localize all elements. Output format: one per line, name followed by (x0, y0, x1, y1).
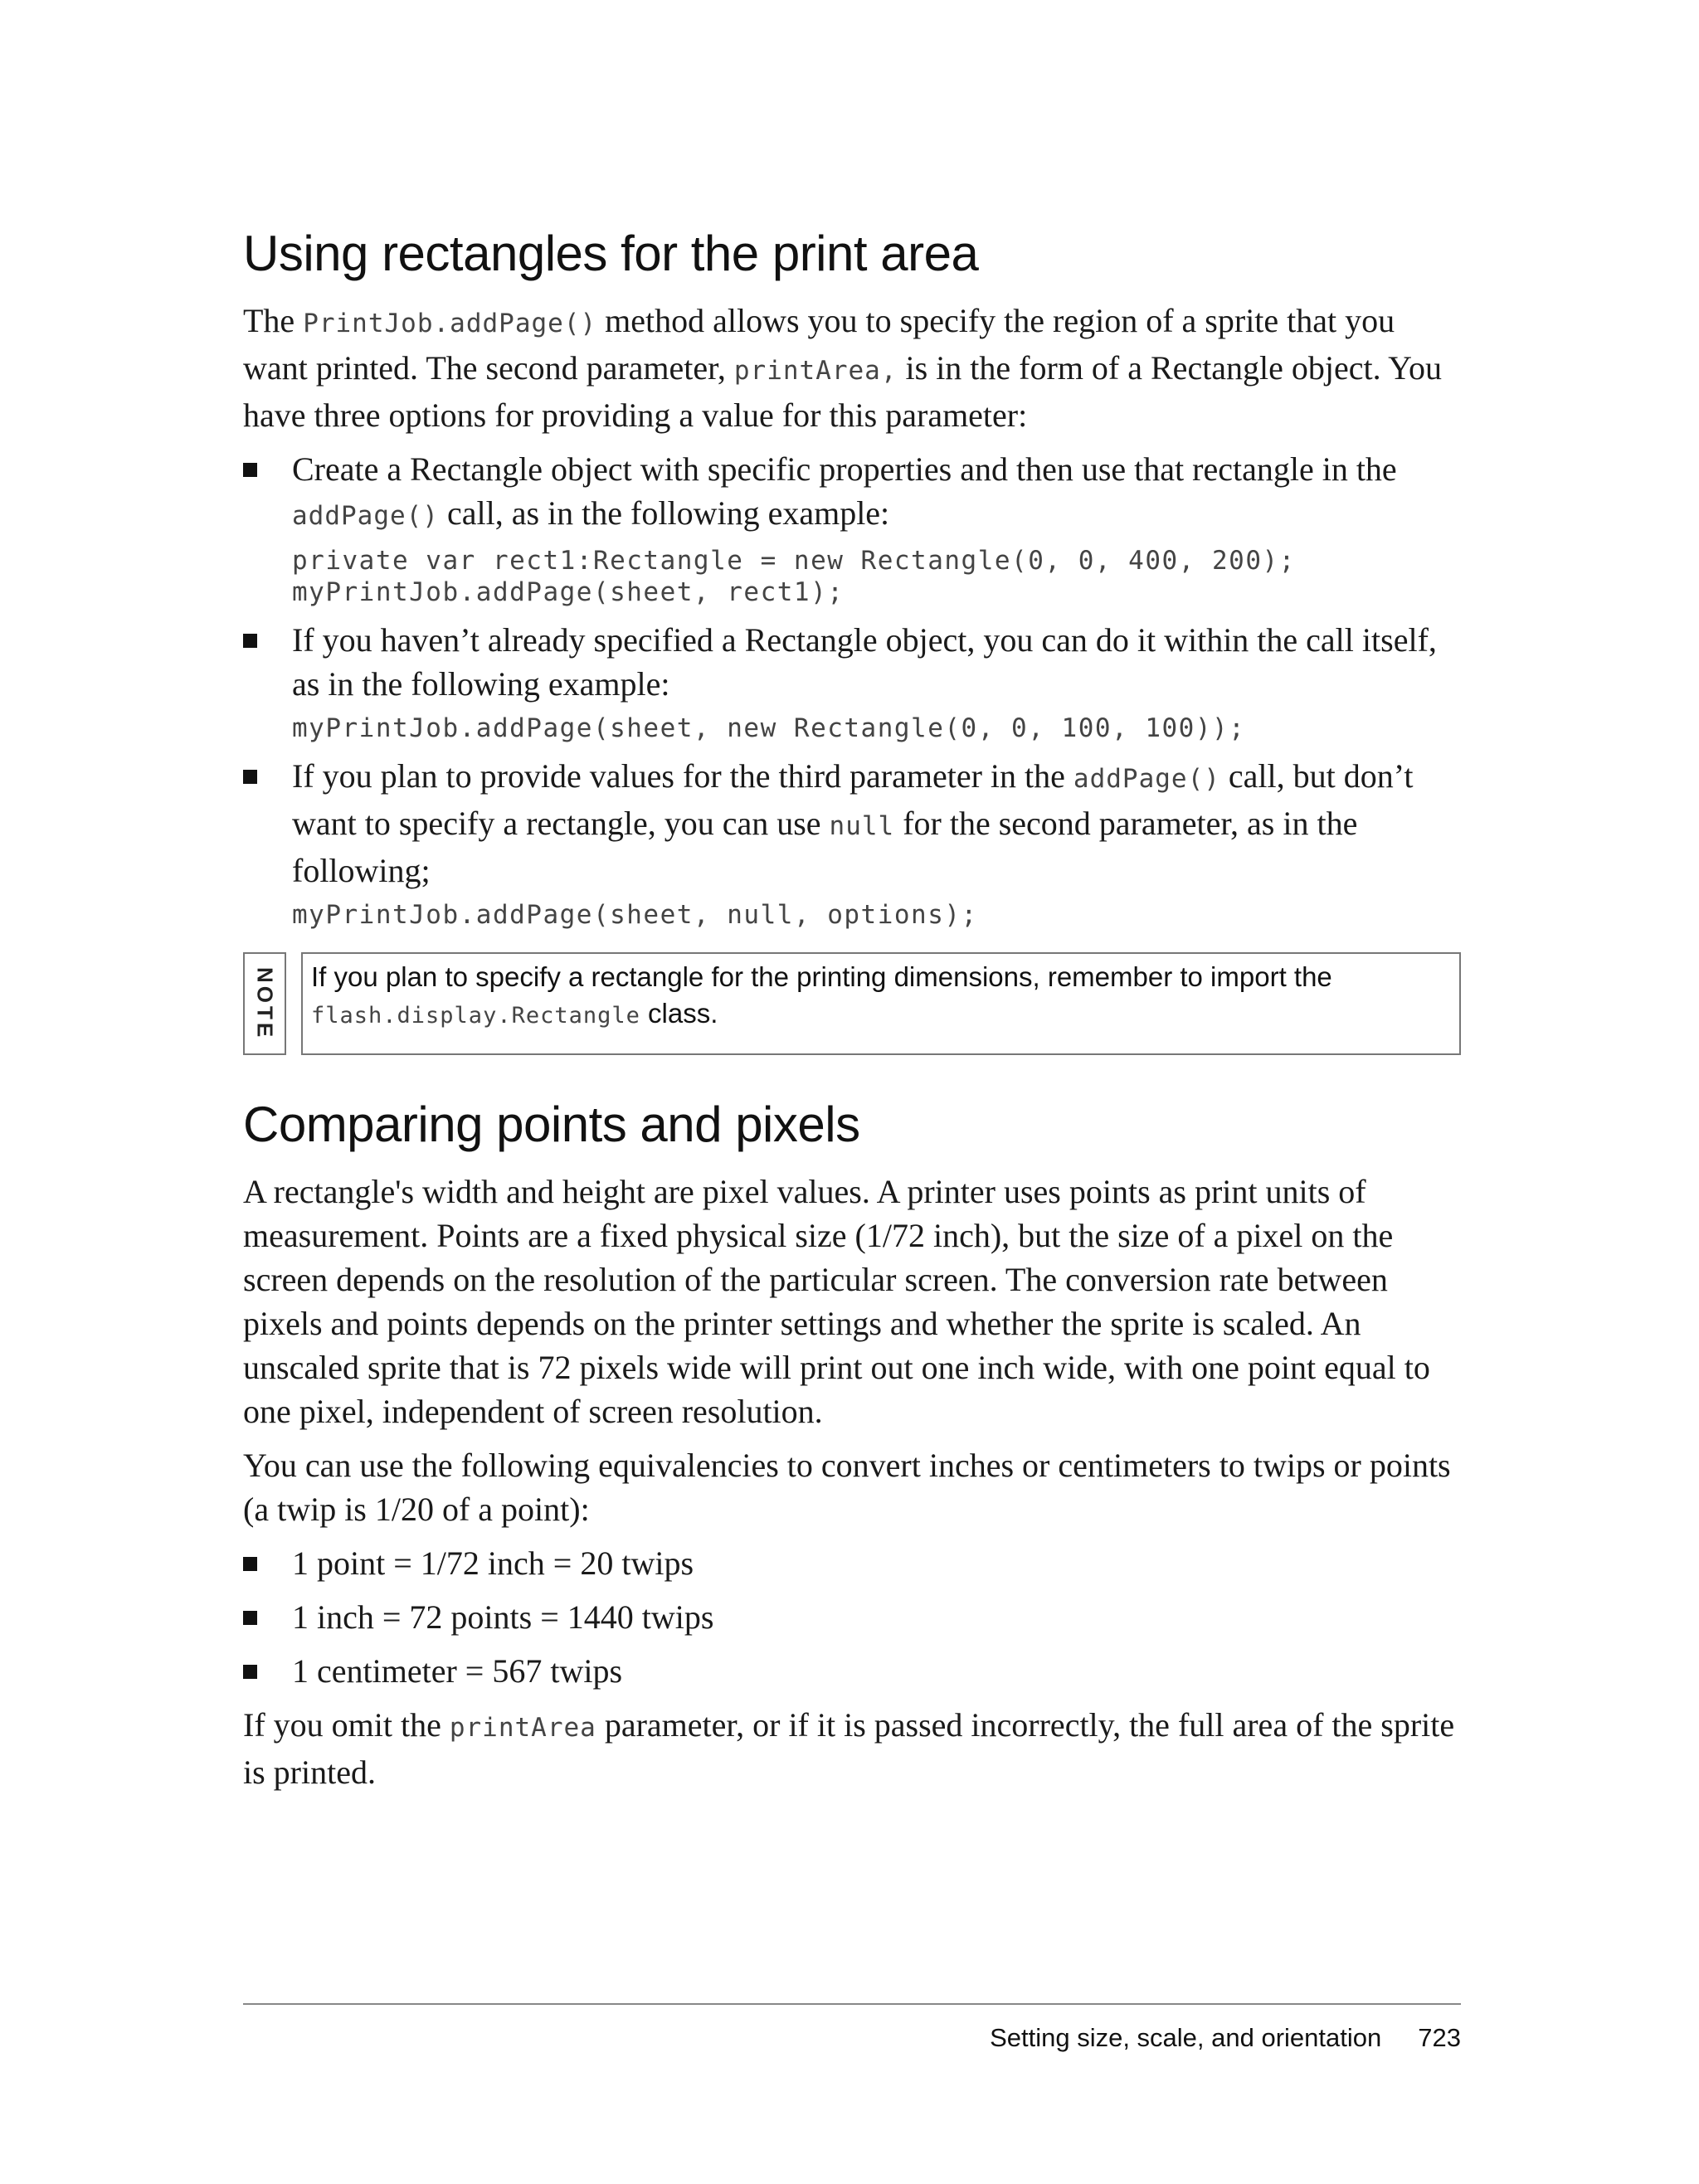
square-bullet-icon (243, 770, 257, 784)
inline-code: addPage() (292, 501, 439, 531)
paragraph: A rectangle's width and height are pixel values. A printer uses points as print units of measurement. Points are a fixed physical size (1/72 inch), but the size of a pixel on the screen depends on the resolution of the particular screen. The conversion rate between pixels and points depends on the printer settings and whether the sprite is scaled. An unscaled sprite that is 72 pixels wide will print out one inch wide, with one point equal to one pixel, independent of screen resolution. (243, 1173, 1430, 1430)
square-bullet-icon (243, 634, 257, 648)
note-callout (243, 952, 1461, 1055)
inline-code: flash.display.Rectangle (311, 1003, 640, 1029)
page-content (243, 224, 1461, 1804)
list-item: 1 centimeter = 567 twips (243, 1649, 1461, 1693)
options-list (243, 447, 1461, 931)
code-block: myPrintJob.addPage(sheet, new Rectangle(0, 0, 100, 100)); (292, 713, 1246, 743)
footer-section-title: Setting size, scale, and orientation (990, 2023, 1382, 2052)
list-item: 1 inch = 72 points = 1440 twips (243, 1595, 1461, 1639)
equivalency-list (243, 1541, 1461, 1693)
section-heading-print-area: Using rectangles for the print area (243, 226, 979, 281)
page-number: 723 (1418, 2023, 1461, 2052)
section-heading-points-pixels: Comparing points and pixels (243, 1097, 860, 1152)
note-label-tab (243, 952, 286, 1055)
paragraph: You can use the following equivalencies to convert inches or centimeters to twips or points (a twip is 1/20 of a point): (243, 1447, 1451, 1528)
inline-code: null (829, 811, 895, 841)
square-bullet-icon (243, 1665, 257, 1679)
square-bullet-icon (243, 1611, 257, 1625)
page-footer (243, 2003, 1461, 2053)
note-text: If you plan to specify a rectangle for the printing dimensions, remember to import the flash.display.Rectangle class. (301, 952, 1461, 1055)
inline-code: PrintJob.addPage() (303, 309, 597, 338)
list-item: 1 point = 1/72 inch = 20 twips (243, 1541, 1461, 1585)
square-bullet-icon (243, 463, 257, 477)
code-block: myPrintJob.addPage(sheet, null, options); (292, 900, 978, 930)
inline-code: addPage() (1073, 764, 1220, 794)
code-block: private var rect1:Rectangle = new Rectangle(0, 0, 400, 200); myPrintJob.addPage(sheet, rect1); (292, 546, 1296, 607)
inline-code: printArea (449, 1713, 596, 1743)
inline-code: printArea, (733, 356, 898, 386)
list-item: Create a Rectangle object with specific properties and then use that rectangle in the addPage() call, as in the following example: private var rect1:Rectangle = new Rectangle(0, 0, 400, 200); myPrintJob.addPage(sheet, rect1); (243, 447, 1461, 608)
note-label: NOTE (252, 966, 278, 1041)
square-bullet-icon (243, 1557, 257, 1571)
intro-paragraph: The PrintJob.addPage() method allows you to specify the region of a sprite that you want printed. The second parameter, printArea, is in the form of a Rectangle object. You have three options for providing a value for this parameter: (243, 302, 1443, 434)
list-item: If you plan to provide values for the third parameter in the addPage() call, but don’t want to specify a rectangle, you can use null for the second parameter, as in the following; myPrintJob.addPage(sheet, null, options); (243, 754, 1461, 931)
paragraph: If you omit the printArea parameter, or if it is passed incorrectly, the full area of the sprite is printed. (243, 1706, 1455, 1791)
list-item: If you haven’t already specified a Rectangle object, you can do it within the call itself, as in the following example: myPrintJob.addPage(sheet, new Rectangle(0, 0, 100, 100)); (243, 618, 1461, 744)
